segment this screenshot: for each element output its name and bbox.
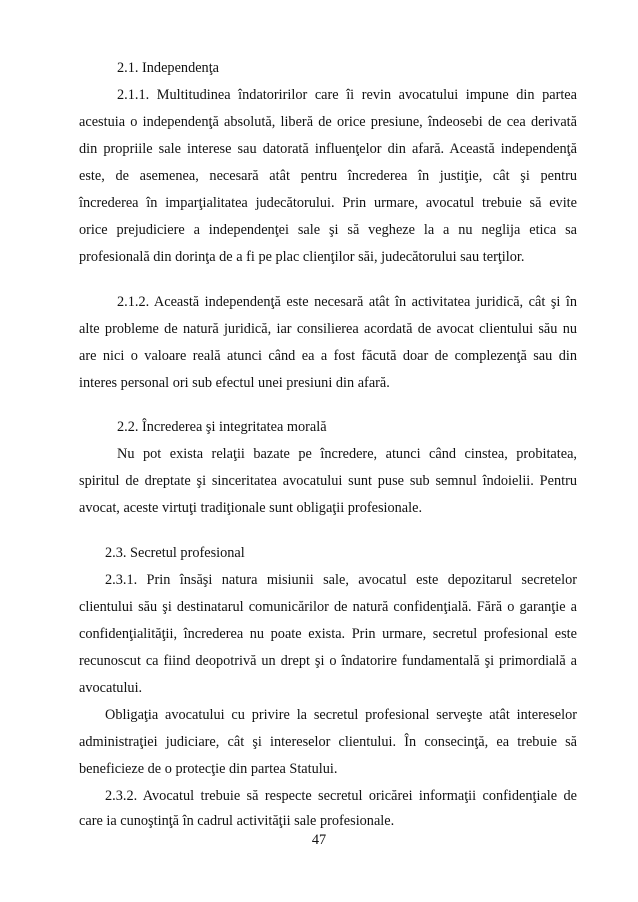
section-heading-2-2: 2.2. Încrederea şi integritatea morală xyxy=(117,419,327,435)
paragraph-line: avocat, aceste virtuţi tradiţionale sunt obligaţii profesionale. xyxy=(79,500,423,516)
paragraph-line: Obligaţia avocatului cu privire la secretul profesional serveşte atât intereselor xyxy=(105,707,577,723)
paragraph-line: orice prejudiciere a independenţei sale şi să vegheze la a nu neglija etica sa xyxy=(79,222,577,238)
section-heading-2-1: 2.1. Independenţa xyxy=(117,60,220,76)
paragraph-line: 2.3.1. Prin însăşi natura misiunii sale, avocatul este depozitarul secretelor xyxy=(105,572,577,588)
paragraph-line: avocatului. xyxy=(79,680,143,696)
paragraph-line: recunoscut ca fiind deopotrivă un drept şi o îndatorire fundamentală şi primordială a xyxy=(79,653,577,669)
paragraph-line: beneficieze de o protecţie din partea Statului. xyxy=(79,761,338,777)
paragraph-line: interes personal ori sub efectul unei presiuni din afară. xyxy=(79,375,390,391)
paragraph-line: clientului său şi destinatarul comunicărilor de natură confidenţială. Fără o garanţie a xyxy=(79,599,577,615)
paragraph-line: 2.3.2. Avocatul trebuie să respecte secretul oricărei informaţii confidenţiale de xyxy=(105,788,577,804)
section-heading-2-3: 2.3. Secretul profesional xyxy=(105,545,245,561)
paragraph-line: confidenţialităţii, încrederea nu poate exista. Prin urmare, secretul profesional este xyxy=(79,626,577,642)
paragraph-line: 2.1.1. Multitudinea îndatoririlor care îi revin avocatului impune din partea xyxy=(117,87,577,103)
paragraph-line: Nu pot exista relaţii bazate pe încredere, atunci când cinstea, probitatea, xyxy=(117,446,577,462)
paragraph-line: este, de asemenea, necesară atât pentru încrederea în justiţie, cât şi pentru xyxy=(79,168,577,184)
paragraph-line: care ia cunoştinţă în cadrul activităţii sale profesionale. xyxy=(79,813,395,829)
paragraph-line: spiritul de dreptate şi sinceritatea avocatului sunt puse sub semnul îndoielii. Pentru xyxy=(79,473,577,489)
paragraph-line: acestuia o independenţă absolută, liberă de orice presiune, îndeosebi de cea derivată xyxy=(79,114,577,130)
paragraph-line: încrederea în imparţialitatea judecătorului. Prin urmare, avocatul trebuie să evite xyxy=(79,195,577,211)
paragraph-line: 2.1.2. Această independenţă este necesară atât în activitatea juridică, cât şi în xyxy=(117,294,577,310)
page-number: 47 xyxy=(311,832,327,848)
paragraph-line: din propriile sale interese sau datorată influenţelor din afară. Această independenţă xyxy=(79,141,577,157)
paragraph-line: alte probleme de natură juridică, iar consilierea acordată de avocat clientului său nu xyxy=(79,321,577,337)
paragraph-line: administraţiei judiciare, cât şi intereselor clientului. În consecinţă, ea trebuie să xyxy=(79,734,577,750)
paragraph-line: profesională din dorinţa de a fi pe plac clienţilor săi, judecătorului sau terţilor. xyxy=(79,249,525,265)
paragraph-line: are nici o valoare reală atunci când ea a fost făcută doar de complezenţă sau din xyxy=(79,348,577,364)
